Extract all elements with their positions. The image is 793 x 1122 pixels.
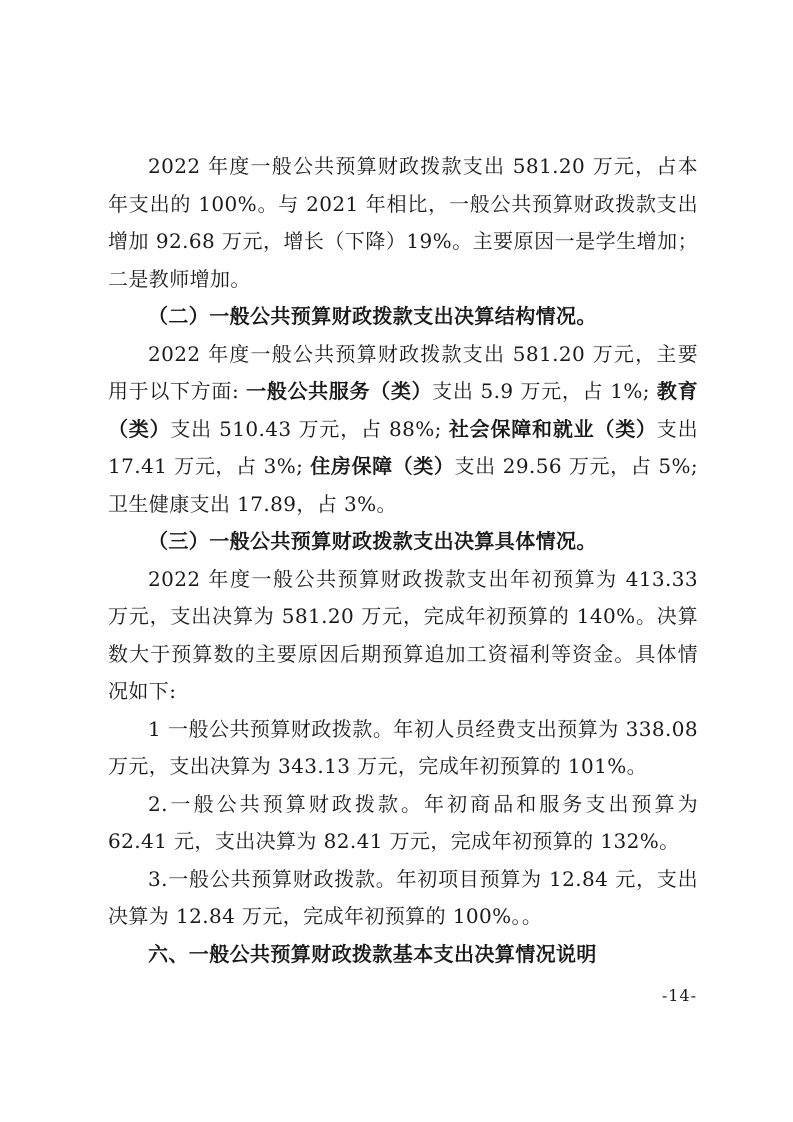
category-general-public-services: 一般公共服务（类）: [246, 379, 433, 403]
paragraph-details: 2022 年度一般公共预算财政拨款支出年初预算为 413.33 万元，支出决算为 581.20 万元，完成年初预算的 140%。决算数大于预算数的主要原因后期预算追加工资福利等资金。具体情况如下:: [108, 566, 698, 703]
category-housing-text: 支出 29.56 万元，占 5%; 卫生健康支出 17.89，占 3%。: [108, 454, 698, 516]
category-general-public-services-text: 支出 5.9 万元，占 1%;: [432, 379, 657, 403]
paragraph-item-3: 3.一般公共预算财政拨款。年初项目预算为 12.84 元，支出决算为 12.84 万元，完成年初预算的 100%。。: [108, 866, 698, 928]
document-body: [108, 148, 698, 973]
paragraph-item-2: 2.一般公共预算财政拨款。年初商品和服务支出预算为 62.41 元，支出决算为 82.41 万元，完成年初预算的 132%。: [108, 791, 698, 853]
heading-details: （三）一般公共预算财政拨款支出决算具体情况。: [148, 529, 597, 553]
paragraph-expenditure-total: 2022 年度一般公共预算财政拨款支出 581.20 万元，占本年支出的 100%。与 2021 年相比，一般公共预算财政拨款支出增加 92.68 万元，增长（下降）19%。主要原因一是学生增加；二是教师增加。: [108, 154, 698, 291]
category-social-security: 社会保障和就业（类）: [448, 416, 657, 441]
category-education: 教育（类）: [108, 379, 698, 441]
heading-structure: （二）一般公共预算财政拨款支出决算结构情况。: [148, 304, 597, 328]
page-number: -14-: [661, 986, 697, 1005]
paragraph-item-1: 1 一般公共预算财政拨款。年初人员经费支出预算为 338.08 万元，支出决算为 343.13 万元，完成年初预算的 101%。: [108, 716, 698, 778]
paragraph-structure: [108, 336, 698, 524]
heading-section-six: 六、一般公共预算财政拨款基本支出决算情况说明: [148, 941, 597, 966]
category-housing: 住房保障（类）: [310, 454, 455, 478]
category-social-security-text: 支出 17.41 万元，占 3%;: [108, 416, 698, 478]
category-education-text: 支出 510.43 万元，占 88%;: [170, 416, 449, 441]
structure-lead: 2022 年度一般公共预算财政拨款支出 581.20 万元，主要用于以下方面:: [108, 341, 698, 403]
